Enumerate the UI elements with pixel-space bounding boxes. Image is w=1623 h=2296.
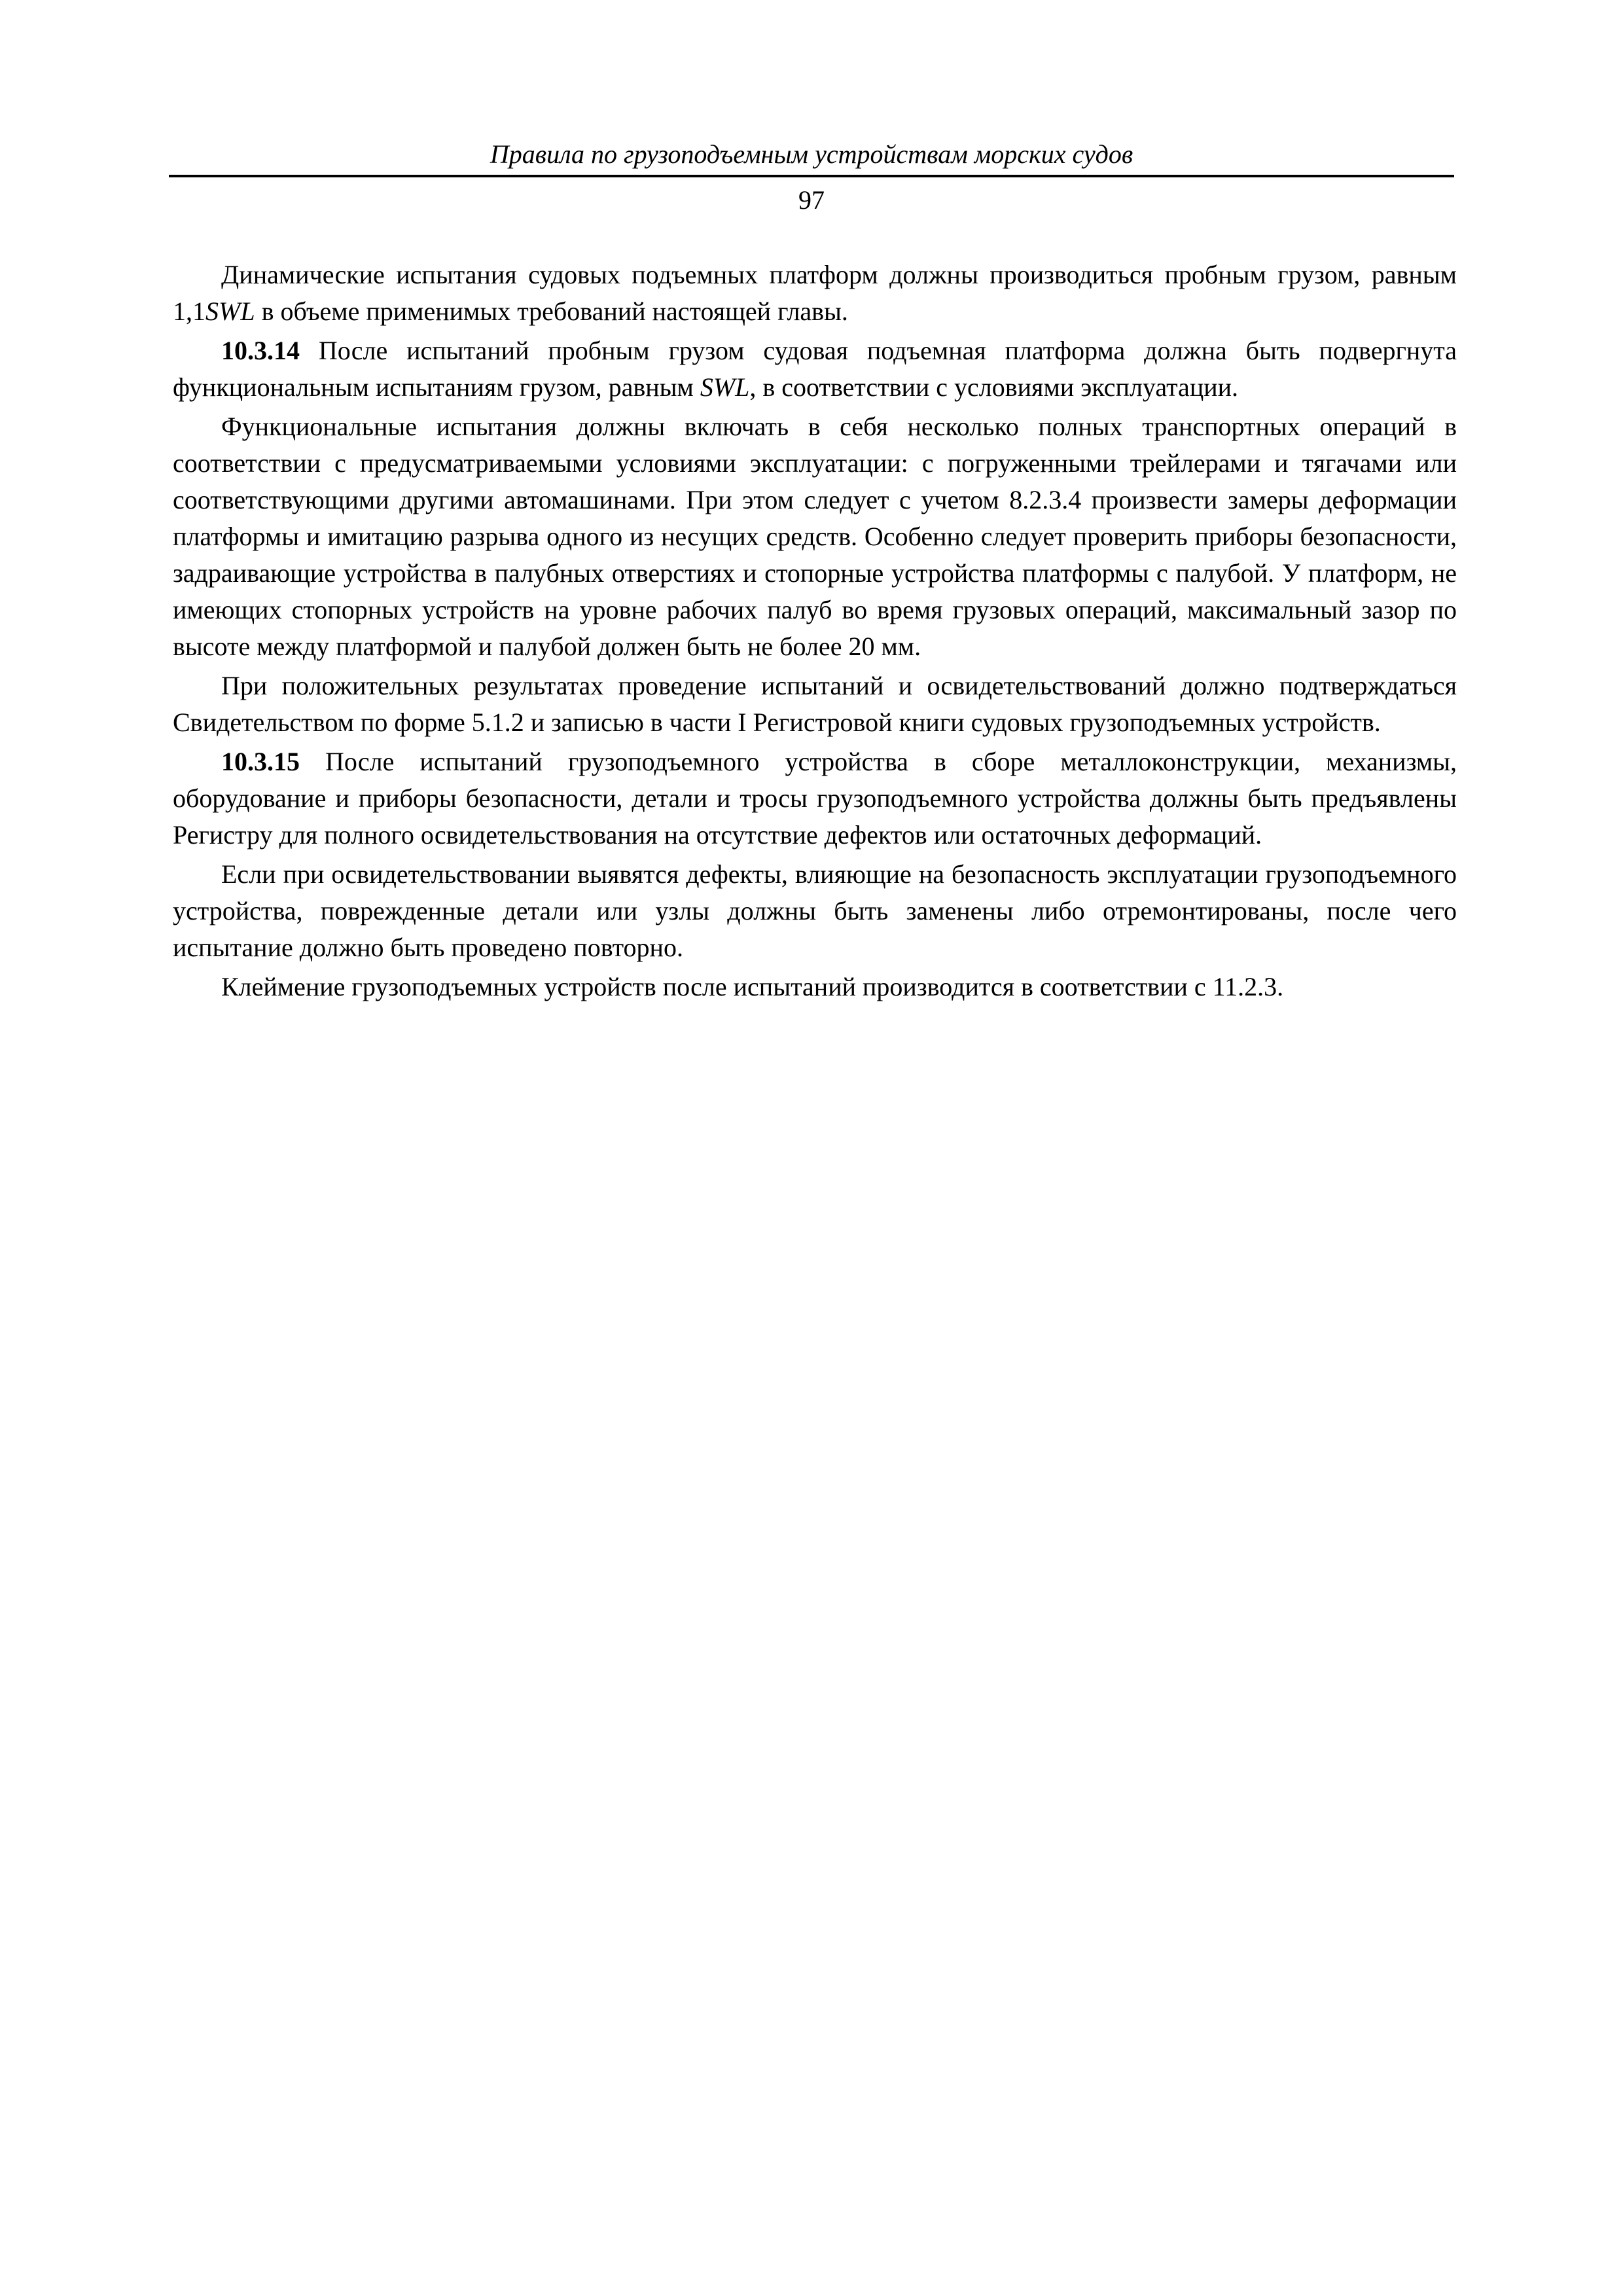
swl-term: SWL [700, 372, 750, 402]
running-title: Правила по грузоподъемным устройствам морских судов [490, 139, 1133, 169]
page-number: 97 [798, 185, 825, 215]
body-text [173, 257, 1457, 1008]
paragraph-text: Если при освидетельствовании выявятся дефекты, влияющие на безопасность эксплуатации грузоподъемного устройства, поврежденные детали или узлы должны быть заменены либо отремонтированы, после чего испытание должно быть проведено повторно. [173, 859, 1457, 962]
paragraph-text: При положительных результатах проведение испытаний и освидетельствований должно подтверждаться Свидетельством по форме 5.1.2 и записью в части I Регистровой книги судовых грузоподъемных устройств. [173, 671, 1457, 737]
paragraph-text: После испытаний пробным грузом судовая подъемная платформа должна быть подвергнута функциональным испытаниям грузом, равным [173, 336, 1457, 402]
paragraph-functional-tests [173, 408, 1457, 665]
paragraph-text: После испытаний грузоподъемного устройства в сборе металлоконструкции, механизмы, оборудование и приборы безопасности, детали и тросы грузоподъемного устройства должны быть предъявлены Регистру для полного освидетельствования на отсутствие дефектов или остаточных деформаций. [173, 747, 1457, 850]
paragraph-text: Клеймение грузоподъемных устройств после испытаний производится в соответствии с 11.2.3. [221, 972, 1284, 1001]
paragraph-10-3-14 [173, 332, 1457, 406]
paragraph-defects [173, 856, 1457, 966]
paragraph-dynamic-tests [173, 257, 1457, 330]
paragraph-text: Функциональные испытания должны включать в себя несколько полных транспортных операций в соответствии с предусматриваемыми условиями эксплуатации: с погруженными трейлерами и тягачами или соответствующими другими автомашинами. При этом следует с учетом 8.2.3.4 произвести замеры деформации платформы и имитацию разрыва одного из несущих средств. Особенно следует проверить приборы безопасности, задраивающие устройства в палубных отверстиях и стопорные устройства платформы с палубой. У платформ, не имеющих стопорных устройств на уровне рабочих палуб во время грузовых операций, максимальный зазор по высоте между платформой и палубой должен быть не более 20 мм. [173, 412, 1457, 661]
paragraph-text: в объеме применимых требований настоящей главы. [255, 296, 848, 326]
paragraph-text: Динамические испытания судовых подъемных платформ должны производиться пробным грузом, равным 1,1 [173, 260, 1457, 326]
paragraph-marking [173, 969, 1457, 1005]
paragraph-positive-results [173, 668, 1457, 741]
paragraph-10-3-15 [173, 744, 1457, 853]
swl-term: SWL [205, 296, 255, 326]
clause-number: 10.3.14 [221, 336, 300, 365]
paragraph-text: , в соответствии с условиями эксплуатации. [749, 372, 1239, 402]
header-rule [169, 175, 1454, 177]
clause-number: 10.3.15 [221, 747, 300, 776]
